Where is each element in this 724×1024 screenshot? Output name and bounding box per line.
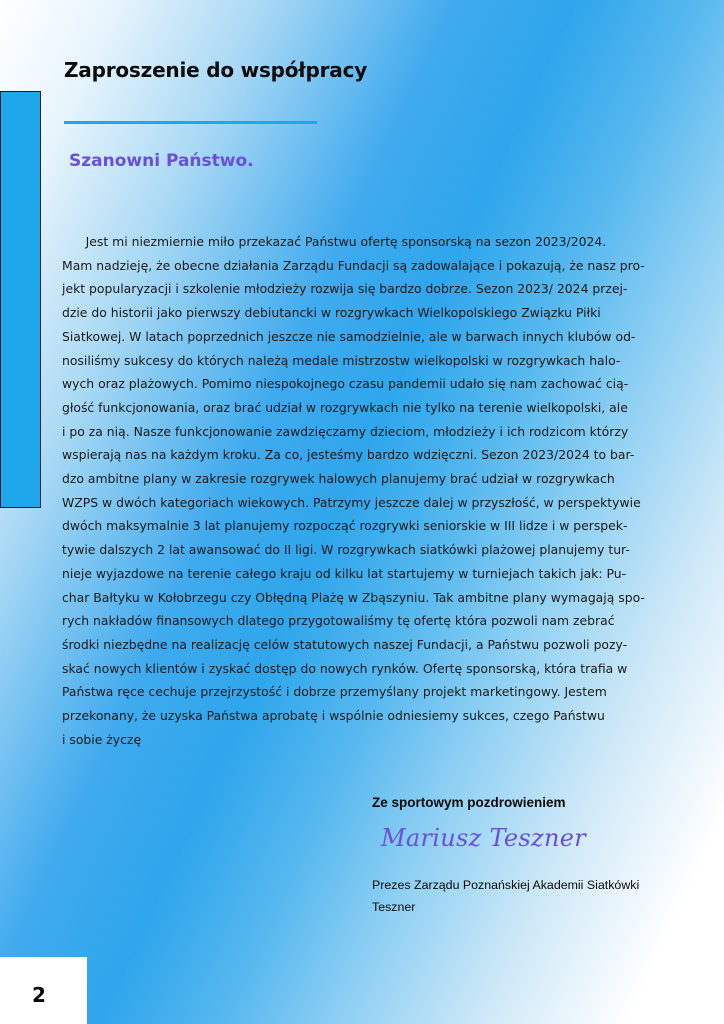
- greeting: Szanowni Państwo.: [69, 151, 254, 171]
- letter-line: skać nowych klientów i zyskać dostęp do nowych rynków. Ofertę sponsorską, która trafia w: [62, 660, 628, 676]
- letter-line: wspierają nas na każdym kroku. Za co, jesteśmy bardzo wdzięczni. Sezon 2023/2024 to bar-: [62, 447, 635, 463]
- closing-line: Ze sportowym pozdrowieniem: [372, 795, 566, 810]
- letter-line: przekonany, że uzyska Państwa aprobatę i wspólnie odniesiemy sukces, czego Państwu: [62, 708, 605, 724]
- letter-line: jekt popularyzacji i szkolenie młodzieży rozwija się bardzo dobrze. Sezon 2023/ 2024 przej-: [62, 281, 628, 297]
- letter-body: [62, 230, 662, 751]
- letter-line: WZPS w dwóch kategoriach wiekowych. Patrzymy jeszcze dalej w przyszłość, w perspektywie: [62, 494, 641, 510]
- letter-line: dwóch maksymalnie 3 lat planujemy rozpocząć rozgrywki seniorskie w III lidze i w perspek-: [62, 518, 628, 534]
- letter-line: i sobie życzę: [62, 731, 142, 747]
- letter-line: głość funkcjonowania, oraz brać udział w rozgrywkach nie tylko na terenie wielkopolski, ale: [62, 399, 628, 415]
- letter-line: Państwa ręce cechuje przejrzystość i dobrze przemyślany projekt marketingowy. Jestem: [62, 684, 607, 700]
- letter-line: i po za nią. Nasze funkcjonowanie zawdzięczamy dzieciom, młodzieży i ich rodzicom którzy: [62, 423, 629, 439]
- letter-line: dzo ambitne plany w zakresie rozgrywek halowych planujemy brać udział w rozgrywkach: [62, 471, 615, 487]
- letter-line: Jest mi niezmiernie miło przekazać Państwu ofertę sponsorską na sezon 2023/2024.: [62, 234, 607, 249]
- letter-line: Siatkowej. W latach poprzednich jeszcze nie samodzielnie, ale w barwach innych klubów od-: [62, 328, 636, 344]
- letter-line: rych nakładów finansowych dlatego przygotowaliśmy tę ofertę która pozwoli nam zebrać: [62, 613, 615, 629]
- letter-line: dzie do historii jako pierwszy debiutancki w rozgrywkach Wielkopolskiego Związku Piłki: [62, 305, 601, 321]
- title-underline: [64, 121, 317, 124]
- letter-line: wych oraz plażowych. Pomimo niespokojnego czasu pandemii udało się nam zachować cią-: [62, 376, 629, 392]
- page-number: 2: [32, 983, 46, 1007]
- letter-line: środki niezbędne na realizację celów statutowych naszej Fundacji, a Państwu pozwoli pozy-: [62, 636, 628, 652]
- decorative-side-bar: [0, 91, 41, 508]
- page-title: Zaproszenie do współpracy: [64, 58, 368, 82]
- letter-line: nieje wyjazdowe na terenie całego kraju od kilku lat startujemy w turniejach takich jak: Pu-: [62, 565, 627, 581]
- letter-line: char Bałtyku w Kołobrzegu czy Obłędną Plażę w Zbąszyniu. Tak ambitne plany wymagają spo-: [62, 589, 645, 605]
- letter-line: Mam nadzieję, że obecne działania Zarządu Fundacji są zadowalające i pokazują, że nasz pro-: [62, 257, 645, 273]
- signature-name: Mariusz Teszner: [381, 824, 587, 852]
- letter-line: nosiliśmy sukcesy do których należą medale mistrzostw wielkopolski w rozgrywkach halo-: [62, 352, 621, 368]
- signatory-role: Prezes Zarządu Poznańskiej Akademii Siatkówki Teszner: [372, 878, 640, 914]
- letter-line: tywie dalszych 2 lat awansować do II ligi. W rozgrywkach siatkówki plażowej planujemy tur-: [62, 542, 630, 558]
